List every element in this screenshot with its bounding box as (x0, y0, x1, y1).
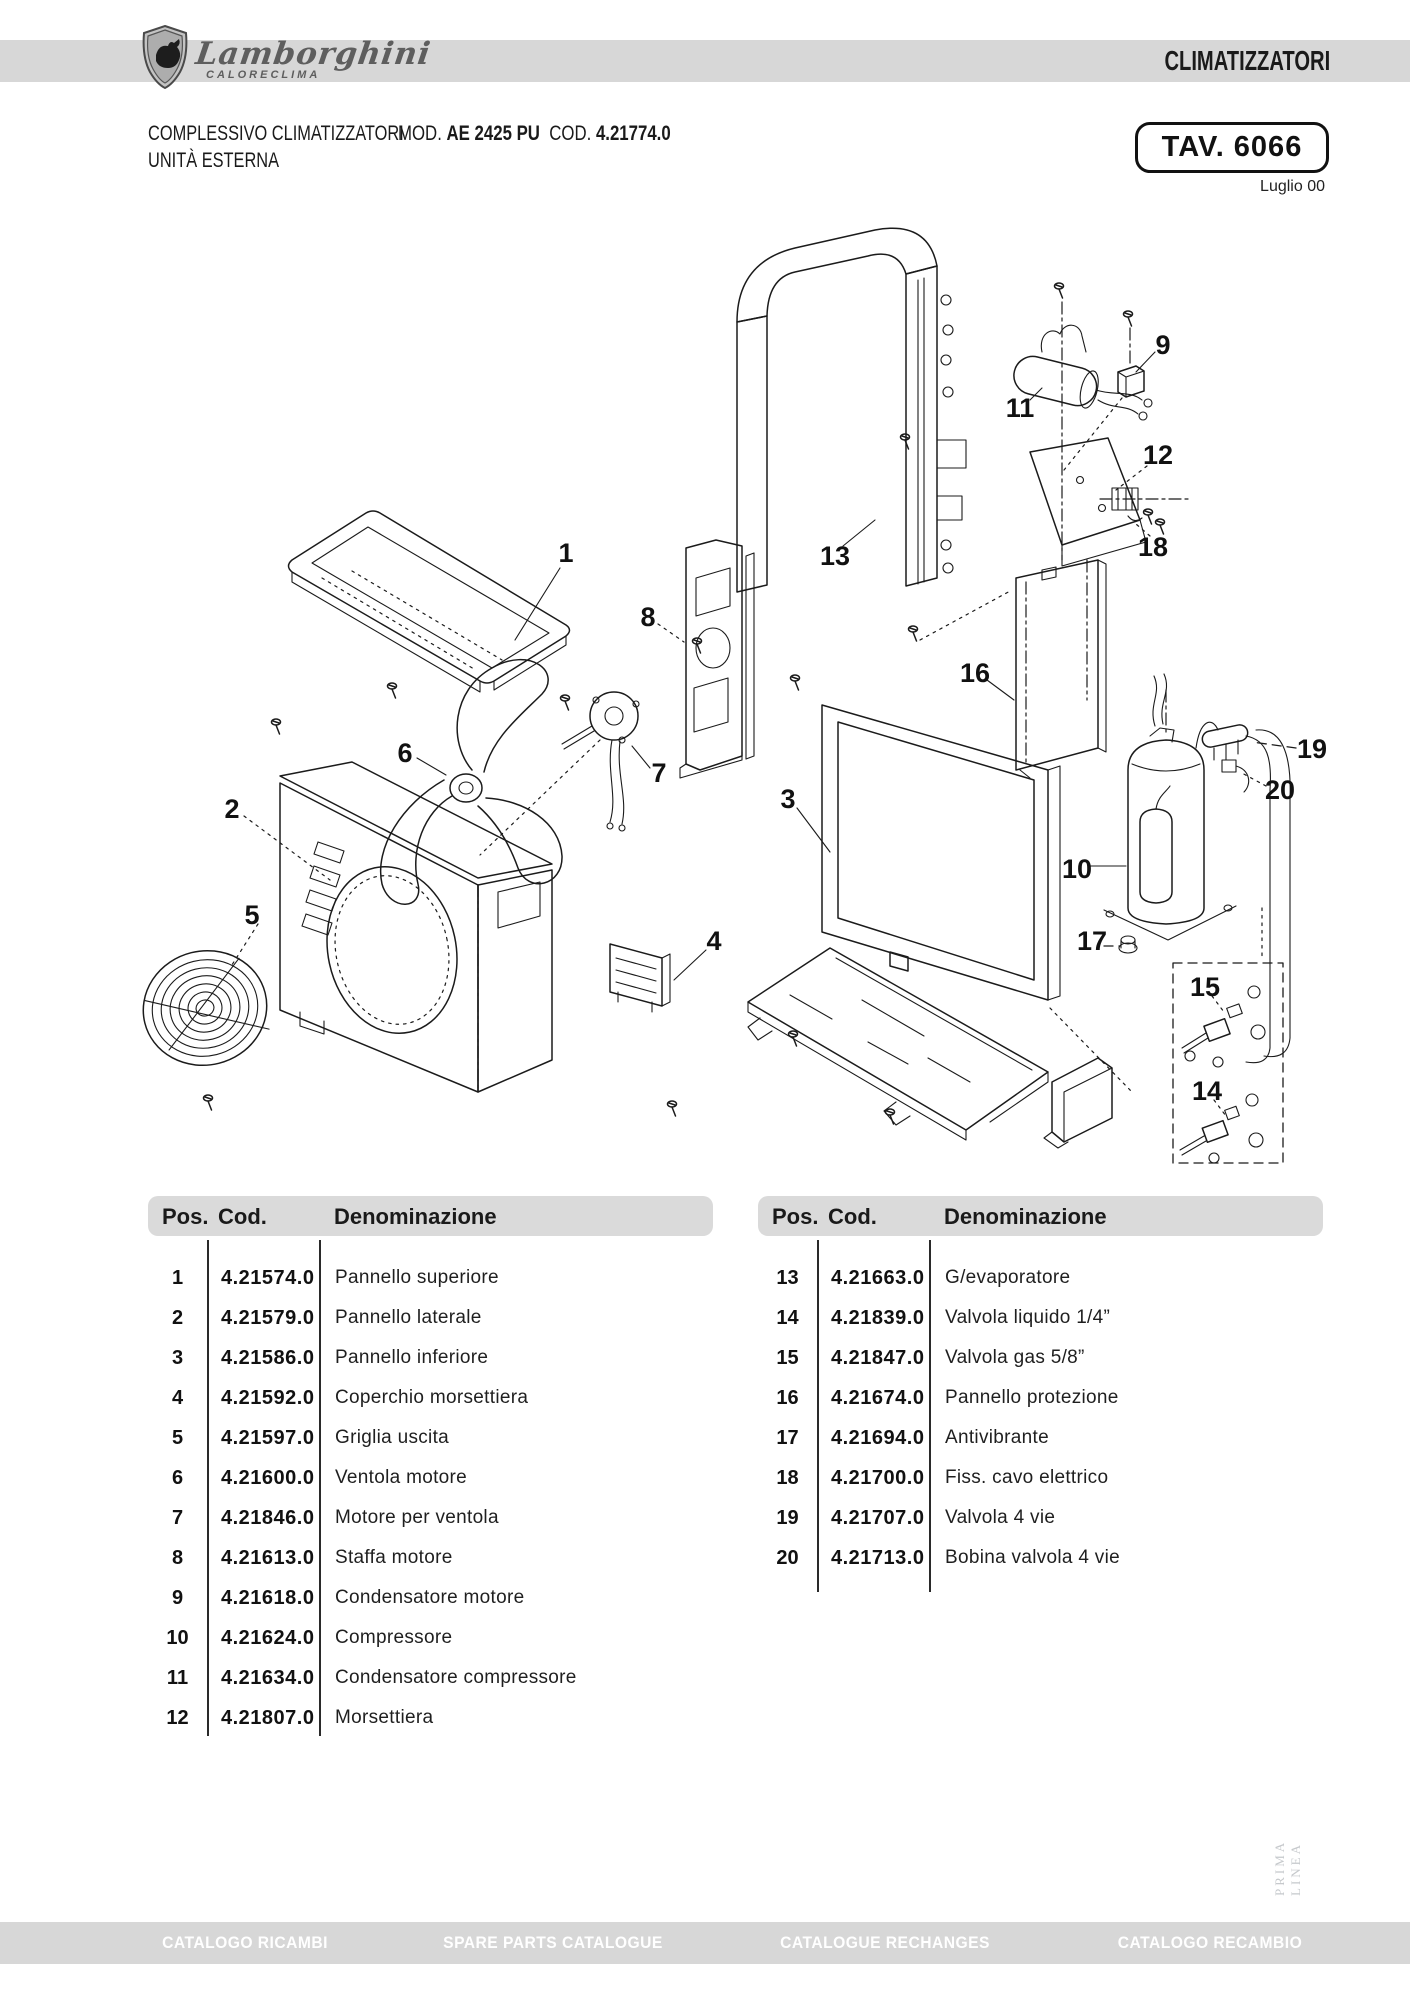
callout-14: 14 (1191, 1076, 1223, 1106)
cell-cod: 4.21713.0 (831, 1546, 925, 1569)
callout-5: 5 (244, 900, 260, 930)
part-10-compressor (1104, 674, 1290, 1063)
revision-date: Luglio 00 (1260, 178, 1325, 195)
cell-den: Valvola 4 vie (945, 1507, 1056, 1528)
cell-den: Compressore (335, 1627, 453, 1648)
column-divider (207, 1240, 209, 1736)
table-row (148, 1698, 713, 1738)
tav-number-box: TAV. 6066 (1135, 122, 1329, 173)
table-row (758, 1258, 1323, 1298)
cod-value: 4.21774.0 (595, 122, 671, 145)
callout-1: 1 (558, 538, 574, 568)
table-row (758, 1378, 1323, 1418)
cell-den: Pannello laterale (335, 1307, 482, 1328)
cell-cod: 4.21839.0 (831, 1306, 925, 1329)
part-7-fan-motor (480, 692, 639, 855)
footer-label-en: SPARE PARTS CATALOGUE (443, 1933, 663, 1952)
cell-den: Fiss. cavo elettrico (945, 1467, 1109, 1488)
cell-cod: 4.21618.0 (221, 1586, 315, 1609)
callout-9: 9 (1155, 330, 1171, 360)
cell-pos: 10 (166, 1626, 189, 1649)
cell-den: Bobina valvola 4 vie (945, 1547, 1120, 1568)
cell-cod: 4.21600.0 (221, 1466, 315, 1489)
model-code-line (398, 122, 671, 146)
callout-15: 15 (1189, 972, 1221, 1002)
side-watermark: PRIMA LINEA (1272, 1840, 1303, 1896)
cell-den: Griglia uscita (335, 1427, 450, 1448)
mod-value: AE 2425 PU (446, 122, 540, 145)
cell-cod: 4.21574.0 (221, 1266, 315, 1289)
table-body-right (758, 1236, 1323, 1578)
callout-18: 18 (1137, 532, 1169, 562)
table-row (148, 1658, 713, 1698)
cell-den: Valvola gas 5/8” (945, 1347, 1085, 1368)
cell-cod: 4.21694.0 (831, 1426, 925, 1449)
part-16-protection-panel (1016, 560, 1106, 778)
cell-den: Pannello protezione (945, 1387, 1119, 1408)
cell-den: Morsettiera (335, 1707, 434, 1728)
cell-den: Valvola liquido 1/4” (945, 1307, 1111, 1328)
cell-pos: 12 (166, 1706, 189, 1729)
table-row (148, 1298, 713, 1338)
title-line2: UNITÀ ESTERNA (148, 149, 280, 172)
footer-label-fr: CATALOGUE RECHANGES (780, 1933, 990, 1952)
table-row (758, 1298, 1323, 1338)
callout-19: 19 (1296, 734, 1328, 764)
cell-pos: 2 (171, 1306, 184, 1329)
table-row (148, 1618, 713, 1658)
callout-20: 20 (1264, 775, 1296, 805)
cod-label: COD. (549, 122, 592, 145)
col-header-cod: Cod. (218, 1204, 267, 1229)
cell-pos: 20 (776, 1546, 799, 1569)
part-2-side-panel (280, 762, 552, 1092)
part-8-motor-bracket (680, 540, 754, 778)
table-row (758, 1538, 1323, 1578)
table-row (148, 1418, 713, 1458)
cell-den: G/evaporatore (945, 1267, 1071, 1288)
cell-cod: 4.21597.0 (221, 1426, 315, 1449)
callout-10: 10 (1061, 854, 1093, 884)
table-row (758, 1458, 1323, 1498)
col-header-den: Denominazione (334, 1204, 497, 1229)
mod-label: MOD. (398, 122, 442, 145)
cell-cod: 4.21807.0 (221, 1706, 315, 1729)
cell-pos: 17 (776, 1426, 799, 1449)
table-row (148, 1338, 713, 1378)
part-3-louvered-panel (822, 705, 1060, 1000)
leader-lines (230, 352, 1296, 1116)
part-11-compressor-capacitor (1010, 283, 1152, 700)
callout-7: 7 (651, 758, 667, 788)
brand-logo-text: Lamborghini (193, 36, 434, 72)
table-body-left (148, 1236, 713, 1738)
cell-den: Ventola motore (335, 1467, 468, 1488)
section-title: CLIMATIZZATORI (1164, 45, 1330, 76)
column-divider (319, 1240, 321, 1736)
table-row (758, 1498, 1323, 1538)
col-header-pos: Pos. (772, 1204, 819, 1229)
footer-bar (0, 1922, 1410, 1964)
cell-cod: 4.21586.0 (221, 1346, 315, 1369)
table-row (148, 1538, 713, 1578)
cell-cod: 4.21634.0 (221, 1666, 315, 1689)
title-line1: COMPLESSIVO CLIMATIZZATORI (148, 122, 404, 145)
callout-2: 2 (224, 794, 240, 824)
callout-12: 12 (1142, 440, 1174, 470)
callout-8: 8 (640, 602, 656, 632)
cell-cod: 4.21707.0 (831, 1506, 925, 1529)
cell-cod: 4.21624.0 (221, 1626, 315, 1649)
table-row (148, 1498, 713, 1538)
parts-table-right (758, 1196, 1323, 1578)
document-title (148, 120, 404, 174)
cell-cod: 4.21663.0 (831, 1266, 925, 1289)
table-row (148, 1378, 713, 1418)
part-5-grille (131, 938, 279, 1079)
cell-cod: 4.21847.0 (831, 1346, 925, 1369)
cell-pos: 14 (776, 1306, 799, 1329)
cell-cod: 4.21592.0 (221, 1386, 315, 1409)
cell-cod: 4.21613.0 (221, 1546, 315, 1569)
brand-sub-text: CALORECLIMA (206, 69, 321, 81)
table-header-right (758, 1196, 1323, 1236)
part-base-plate (748, 948, 1132, 1148)
cell-den: Pannello inferiore (335, 1347, 489, 1368)
column-divider (817, 1240, 819, 1592)
parts-table-left (148, 1196, 713, 1738)
callout-3: 3 (780, 784, 796, 814)
cell-den: Condensatore compressore (335, 1667, 577, 1688)
part-17-damper (1119, 936, 1137, 953)
cell-pos: 3 (171, 1346, 184, 1369)
part-1-top-panel (289, 511, 570, 692)
table-row (758, 1418, 1323, 1458)
table-row (758, 1338, 1323, 1378)
cell-pos: 8 (171, 1546, 184, 1569)
lamborghini-shield-icon (141, 25, 189, 89)
cell-pos: 9 (171, 1586, 184, 1609)
col-header-cod: Cod. (828, 1204, 877, 1229)
part-9-motor-capacitor (1064, 311, 1144, 470)
cell-den: Motore per ventola (335, 1507, 499, 1528)
cell-pos: 18 (776, 1466, 799, 1489)
cell-pos: 16 (776, 1386, 799, 1409)
cell-pos: 5 (171, 1426, 184, 1449)
callout-4: 4 (706, 926, 722, 956)
cell-den: Pannello superiore (335, 1267, 499, 1288)
part-13-condenser-coil (737, 228, 966, 592)
cell-pos: 1 (171, 1266, 184, 1289)
cell-pos: 7 (171, 1506, 184, 1529)
callout-17: 17 (1076, 926, 1108, 956)
callout-16: 16 (959, 658, 991, 688)
callout-11: 11 (1005, 393, 1035, 423)
callout-13: 13 (819, 541, 851, 571)
callout-6: 6 (397, 738, 413, 768)
col-header-pos: Pos. (162, 1204, 209, 1229)
part-4-terminal-cover (610, 944, 670, 1012)
table-row (148, 1578, 713, 1618)
column-divider (929, 1240, 931, 1592)
cell-den: Coperchio morsettiera (335, 1387, 529, 1408)
cell-cod: 4.21700.0 (831, 1466, 925, 1489)
cell-pos: 6 (171, 1466, 184, 1489)
footer-label-es: CATALOGO RECAMBIO (1117, 1933, 1303, 1952)
cell-den: Antivibrante (945, 1427, 1049, 1448)
screws (204, 434, 1013, 1124)
footer-label-it: CATALOGO RICAMBI (162, 1933, 328, 1952)
cell-pos: 13 (776, 1266, 799, 1289)
table-row (148, 1458, 713, 1498)
cell-pos: 4 (171, 1386, 184, 1409)
cell-cod: 4.21674.0 (831, 1386, 925, 1409)
cell-cod: 4.21846.0 (221, 1506, 315, 1529)
cell-pos: 19 (776, 1506, 799, 1529)
col-header-den: Denominazione (944, 1204, 1107, 1229)
cell-pos: 15 (776, 1346, 799, 1369)
cell-pos: 11 (166, 1666, 189, 1689)
exploded-diagram (0, 218, 1410, 1190)
cell-cod: 4.21579.0 (221, 1306, 315, 1329)
table-row (148, 1258, 713, 1298)
table-header-left (148, 1196, 713, 1236)
cell-den: Condensatore motore (335, 1587, 525, 1608)
cell-den: Staffa motore (335, 1547, 453, 1568)
